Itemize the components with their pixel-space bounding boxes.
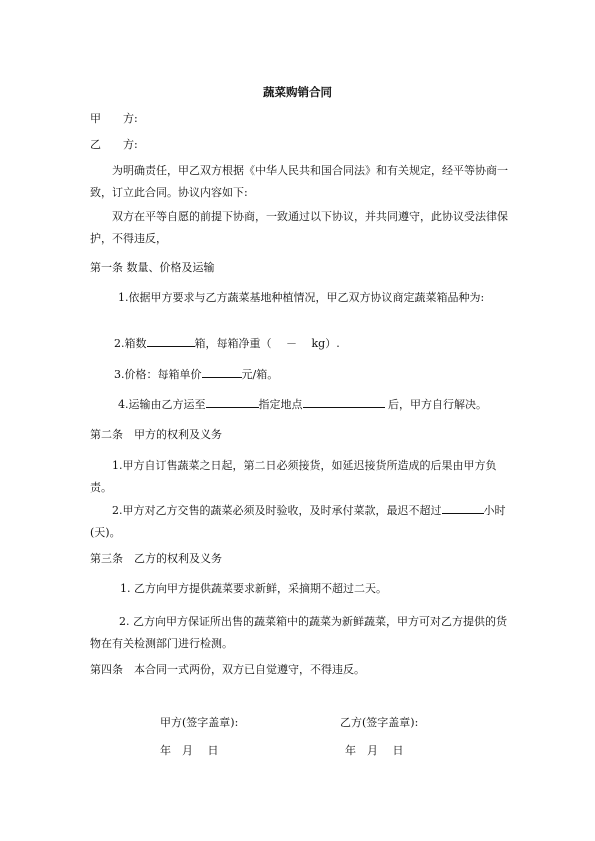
item-4-suffix: 后，甲方自行解决。 — [384, 398, 487, 411]
article-3-item-2: 2. 乙方向甲方保证所出售的蔬菜箱中的蔬菜为新鲜蔬菜，甲方可对乙方提供的货物在有关检测部门进行检测。 — [90, 615, 507, 650]
item-2-prefix: 2.箱数 — [114, 337, 147, 350]
party-a-line: 甲 方: — [90, 112, 138, 125]
item-4-mid: 指定地点 — [258, 398, 303, 411]
article-3-item-1: 1. 乙方向甲方提供蔬菜要求新鲜，采摘期不超过二天。 — [120, 582, 387, 595]
intro-paragraph-2: 双方在平等自愿的前提下协商，一致通过以下协议，并共同遵守，此协议受法律保护，不得违反， — [90, 210, 508, 245]
article-1-item-4 — [118, 394, 538, 416]
party-b-signature-date: 年 月 日 — [345, 744, 404, 757]
item-4-prefix: 4.运输由乙方运至 — [118, 398, 206, 411]
party-a-signature-label: 甲方(签字盖章): — [160, 716, 239, 729]
party-b-line: 乙 方: — [90, 138, 138, 151]
article-2-item-2-suffix: 小时(天)。 — [90, 504, 506, 539]
party-b-signature-label: 乙方(签字盖章): — [340, 716, 419, 729]
intro-paragraph-1: 为明确责任，甲乙双方根据《中华人民共和国合同法》和有关规定，经平等协商一致，订立此合同。协议内容如下: — [90, 164, 508, 199]
article-2-item-1: 1.甲方自订售蔬菜之日起，第二日必须接货，如延迟接货所造成的后果由甲方负责。 — [90, 459, 497, 494]
article-1-item-2 — [114, 333, 534, 355]
item-2-suffix: 箱，每箱净重（ － kg）. — [194, 337, 340, 350]
time-limit-blank — [442, 501, 484, 514]
article-2-item-2 — [90, 500, 508, 544]
item-3-prefix: 3.价格：每箱单价 — [114, 368, 202, 381]
article-3-heading: 第三条 乙方的权利及义务 — [90, 552, 222, 565]
transport-destination-blank — [206, 395, 259, 408]
party-a-signature-date: 年 月 日 — [160, 744, 219, 757]
delivery-location-blank — [303, 395, 385, 408]
article-2-heading: 第二条 甲方的权利及义务 — [90, 428, 222, 441]
article-4-text: 第四条 本合同一式两份，双方已自觉遵守，不得违反。 — [90, 663, 365, 676]
unit-price-blank — [202, 365, 242, 378]
article-1-item-1: 1.依据甲方要求与乙方蔬菜基地种植情况，甲乙双方协议商定蔬菜箱品种为: — [118, 291, 485, 304]
article-1-item-3 — [114, 364, 534, 386]
item-3-suffix: 元/箱。 — [241, 368, 279, 381]
article-1-heading: 第一条 数量、价格及运输 — [90, 261, 215, 274]
article-2-item-2-prefix: 2.甲方对乙方交售的蔬菜必须及时验收，及时承付菜款，最迟不超过 — [112, 504, 442, 517]
box-count-blank — [147, 334, 195, 347]
document-title: 蔬菜购销合同 — [263, 85, 332, 99]
